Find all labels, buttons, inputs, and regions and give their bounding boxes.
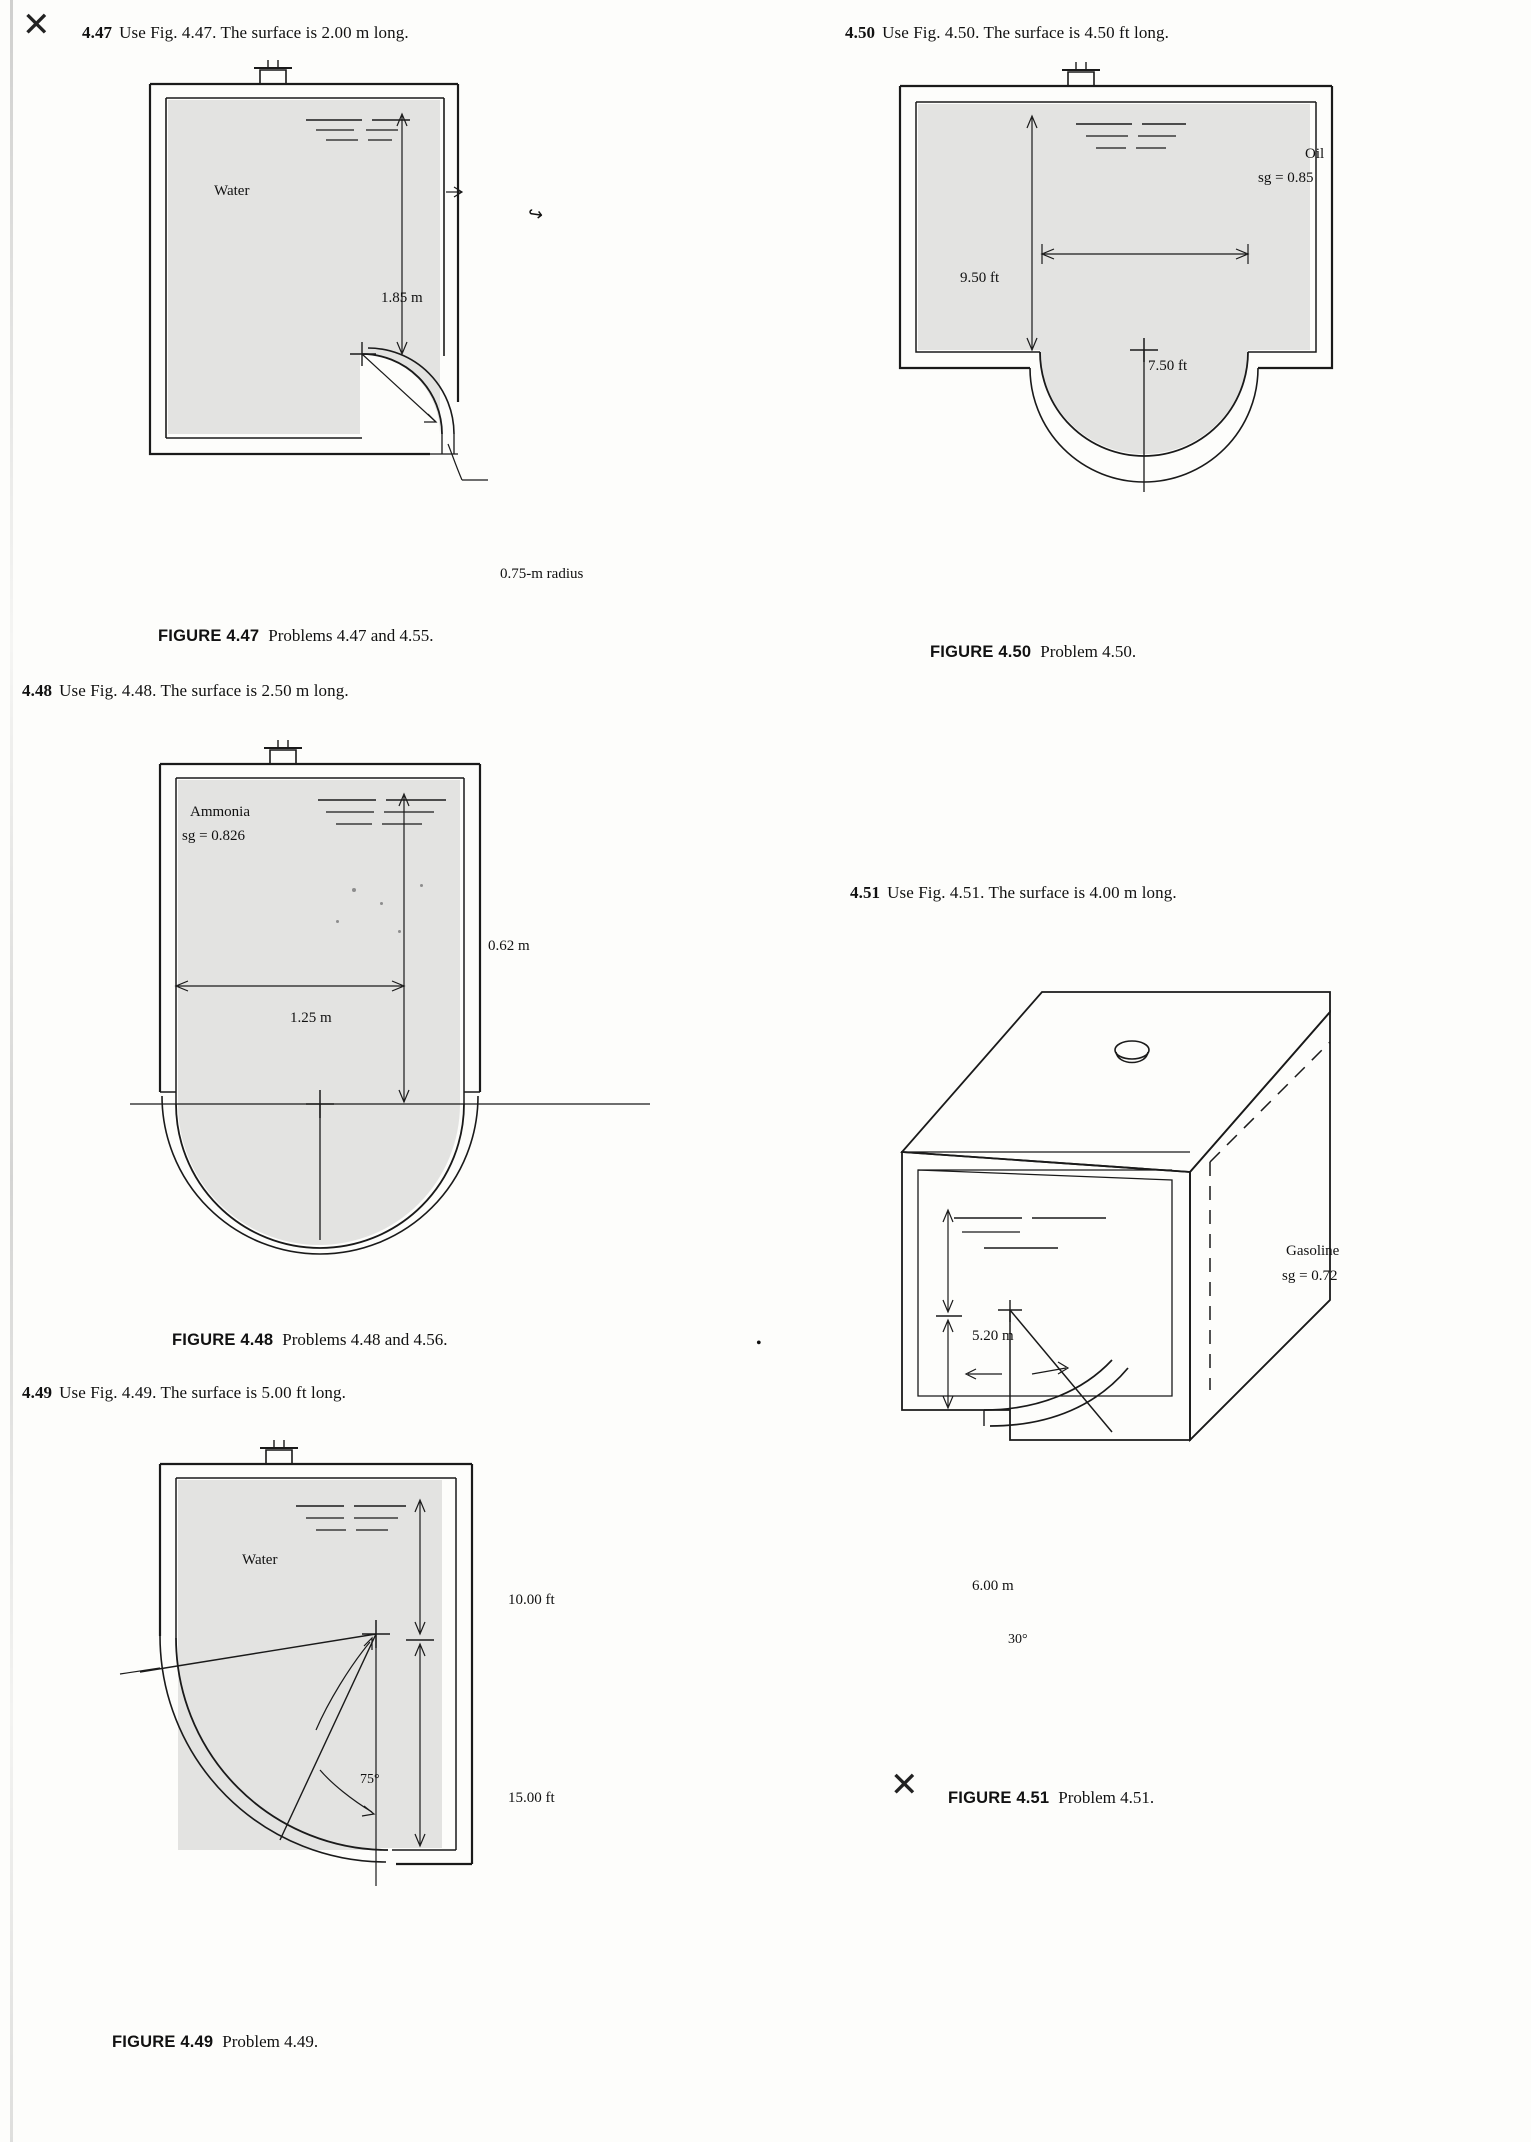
figure-4-49-fluid-label: Water bbox=[242, 1552, 278, 1568]
problem-4-50-text bbox=[845, 22, 1445, 43]
figure-4-48-fluid-label: Ammonia bbox=[190, 804, 250, 820]
scan-speck bbox=[398, 930, 401, 933]
scan-speck bbox=[420, 884, 423, 887]
figure-4-47-radius-label: 0.75-m radius bbox=[500, 566, 584, 582]
figure-4-51-upper-depth-label: 5.20 m bbox=[972, 1328, 1014, 1344]
problem-4-50-number: 4.50 bbox=[845, 23, 876, 42]
figure-4-47-caption bbox=[158, 626, 434, 646]
problem-4-49-body: Use Fig. 4.49. The surface is 5.00 ft long. bbox=[59, 1383, 346, 1402]
figure-4-47-caption-text: Problems 4.47 and 4.55. bbox=[268, 626, 434, 645]
figure-4-50-depth-label: 9.50 ft bbox=[960, 270, 1000, 286]
handwritten-star-mark-447: ✕ bbox=[22, 5, 51, 45]
figure-4-51-caption-bold: FIGURE 4.51 bbox=[948, 1789, 1050, 1807]
figure-4-48-drawing bbox=[130, 740, 650, 1300]
handwritten-star-mark-451: ✕ bbox=[890, 1765, 919, 1805]
figure-4-49-upper-depth-label: 10.00 ft bbox=[508, 1592, 555, 1608]
figure-4-49-caption bbox=[112, 2032, 318, 2052]
handwritten-annotation-447: ↪ bbox=[526, 203, 545, 225]
figure-4-51-lower-depth-label: 6.00 m bbox=[972, 1578, 1014, 1594]
problem-4-49-text bbox=[22, 1382, 642, 1403]
figure-4-50-drawing bbox=[880, 62, 1400, 582]
figure-4-51-drawing bbox=[880, 970, 1400, 1610]
figure-4-49-angle-label: 75° bbox=[360, 1772, 380, 1787]
figure-4-50-fluid-label: Oil bbox=[1305, 146, 1325, 162]
problem-4-51-body: Use Fig. 4.51. The surface is 4.00 m long. bbox=[887, 883, 1177, 902]
figure-4-47-fluid-label: Water bbox=[214, 183, 250, 199]
figure-4-48-depth-label: 0.62 m bbox=[488, 938, 530, 954]
figure-4-47-drawing bbox=[110, 62, 630, 592]
figure-4-49-lower-depth-label: 15.00 ft bbox=[508, 1790, 555, 1806]
figure-4-51-sg-label: sg = 0.72 bbox=[1282, 1268, 1338, 1284]
figure-4-50-width-label: 7.50 ft bbox=[1148, 358, 1188, 374]
figure-4-49-drawing bbox=[120, 1440, 660, 1940]
problem-4-47-body: Use Fig. 4.47. The surface is 2.00 m long. bbox=[119, 23, 409, 42]
figure-4-48-width-label: 1.25 m bbox=[290, 1010, 332, 1026]
problem-4-51-text bbox=[850, 882, 1470, 903]
figure-4-48-caption-text: Problems 4.48 and 4.56. bbox=[282, 1330, 448, 1349]
figure-4-50-caption bbox=[930, 642, 1136, 662]
figure-4-51-caption-text: Problem 4.51. bbox=[1058, 1788, 1155, 1807]
problem-4-48-number: 4.48 bbox=[22, 681, 53, 700]
figure-4-49-caption-text: Problem 4.49. bbox=[222, 2032, 319, 2051]
figure-4-51-caption bbox=[948, 1788, 1154, 1808]
problem-4-48-body: Use Fig. 4.48. The surface is 2.50 m long. bbox=[59, 681, 349, 700]
figure-4-47-caption-bold: FIGURE 4.47 bbox=[158, 627, 260, 645]
scan-speck bbox=[352, 888, 356, 892]
figure-4-50-caption-bold: FIGURE 4.50 bbox=[930, 643, 1032, 661]
scan-speck bbox=[380, 902, 383, 905]
figure-4-48-caption bbox=[172, 1330, 448, 1350]
problem-4-50-body: Use Fig. 4.50. The surface is 4.50 ft long. bbox=[882, 23, 1169, 42]
figure-4-50-sg-label: sg = 0.85 bbox=[1258, 170, 1314, 186]
figure-4-48-sg-label: sg = 0.826 bbox=[182, 828, 246, 844]
problem-4-47-number: 4.47 bbox=[82, 23, 113, 42]
figure-4-51-fluid-label: Gasoline bbox=[1286, 1243, 1340, 1259]
figure-4-48-caption-bold: FIGURE 4.48 bbox=[172, 1331, 274, 1349]
scan-mark-center: • bbox=[756, 1335, 762, 1352]
problem-4-48-text bbox=[22, 680, 642, 701]
figure-4-49-caption-bold: FIGURE 4.49 bbox=[112, 2033, 214, 2051]
scan-speck bbox=[336, 920, 339, 923]
figure-4-50-caption-text: Problem 4.50. bbox=[1040, 642, 1137, 661]
figure-4-51-angle-label: 30° bbox=[1008, 1632, 1028, 1647]
scan-artifact-left-edge bbox=[10, 0, 13, 2142]
problem-4-47-text bbox=[82, 22, 642, 43]
figure-4-47-depth-label: 1.85 m bbox=[381, 290, 423, 306]
problem-4-51-number: 4.51 bbox=[850, 883, 881, 902]
problem-4-49-number: 4.49 bbox=[22, 1383, 53, 1402]
